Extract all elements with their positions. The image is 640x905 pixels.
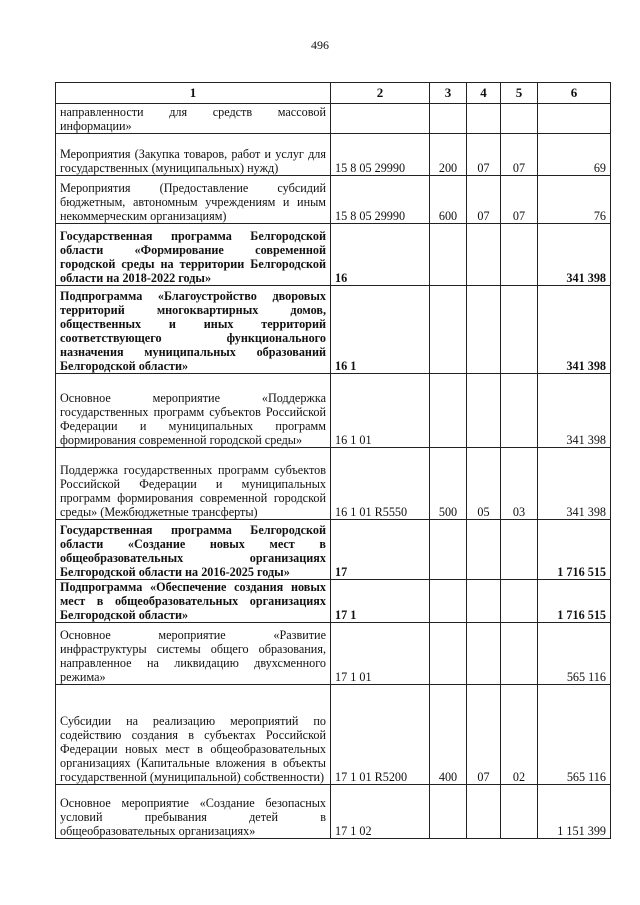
section-cell: 07 xyxy=(467,134,501,176)
section-cell: 07 xyxy=(467,685,501,785)
name-cell: Государственная программа Белгородской области «Формирование современной городской среды на территории Белгородской области на 2018-2022 годы» xyxy=(56,224,331,286)
subsection-cell: 02 xyxy=(501,685,538,785)
name-cell: Поддержка государственных программ субъектов Российской Федерации и муниципальных программ формирования современной городской среды» (Межбюджетные трансферты) xyxy=(56,448,331,520)
table-row xyxy=(56,685,611,785)
code-cell: 16 1 01 xyxy=(331,374,430,448)
subsection-cell xyxy=(501,286,538,374)
type-cell: 200 xyxy=(430,134,467,176)
section-cell xyxy=(467,580,501,623)
name-cell: Мероприятия (Предоставление субсидий бюджетным, автономным учреждениям и иным некоммерческим организациям) xyxy=(56,176,331,224)
column-header: 5 xyxy=(501,83,538,104)
code-cell: 17 1 02 xyxy=(331,785,430,839)
sum-cell: 69 xyxy=(538,134,611,176)
table-row xyxy=(56,374,611,448)
sum-cell: 76 xyxy=(538,176,611,224)
table-row xyxy=(56,448,611,520)
sum-cell: 565 116 xyxy=(538,685,611,785)
table-row xyxy=(56,176,611,224)
subsection-cell xyxy=(501,520,538,580)
type-cell xyxy=(430,286,467,374)
sum-cell: 341 398 xyxy=(538,286,611,374)
type-cell: 600 xyxy=(430,176,467,224)
subsection-cell xyxy=(501,580,538,623)
code-cell: 16 1 01 R5550 xyxy=(331,448,430,520)
subsection-cell xyxy=(501,785,538,839)
type-cell xyxy=(430,623,467,685)
code-cell xyxy=(331,104,430,134)
sum-cell: 341 398 xyxy=(538,448,611,520)
budget-table xyxy=(55,82,611,839)
table-row xyxy=(56,134,611,176)
subsection-cell xyxy=(501,374,538,448)
table-row xyxy=(56,785,611,839)
section-cell xyxy=(467,224,501,286)
table-row xyxy=(56,580,611,623)
type-cell xyxy=(430,785,467,839)
sum-cell: 1 716 515 xyxy=(538,580,611,623)
subsection-cell xyxy=(501,623,538,685)
section-cell xyxy=(467,286,501,374)
header-row xyxy=(56,83,611,104)
table-row xyxy=(56,104,611,134)
sum-cell: 1 151 399 xyxy=(538,785,611,839)
section-cell xyxy=(467,623,501,685)
name-cell: Основное мероприятие «Поддержка государственных программ субъектов Российской Федерации и муниципальных программ формирования современной городской среды» xyxy=(56,374,331,448)
code-cell: 17 1 01 R5200 xyxy=(331,685,430,785)
subsection-cell xyxy=(501,104,538,134)
subsection-cell: 07 xyxy=(501,134,538,176)
subsection-cell: 07 xyxy=(501,176,538,224)
section-cell xyxy=(467,374,501,448)
table-row xyxy=(56,623,611,685)
column-header: 3 xyxy=(430,83,467,104)
name-cell: Основное мероприятие «Создание безопасных условий пребывания детей в общеобразовательных организациях» xyxy=(56,785,331,839)
table-row xyxy=(56,286,611,374)
name-cell: направленности для средств массовой информации» xyxy=(56,104,331,134)
section-cell: 07 xyxy=(467,176,501,224)
section-cell: 05 xyxy=(467,448,501,520)
name-cell: Субсидии на реализацию мероприятий по содействию создания в субъектах Российской Федерации новых мест в общеобразовательных организациях (Капитальные вложения в объекты государственной (муниципальной) собственности) xyxy=(56,685,331,785)
code-cell: 17 1 xyxy=(331,580,430,623)
column-header: 4 xyxy=(467,83,501,104)
code-cell: 17 xyxy=(331,520,430,580)
table-row xyxy=(56,224,611,286)
name-cell: Подпрограмма «Обеспечение создания новых мест в общеобразовательных организациях Белгородской области» xyxy=(56,580,331,623)
type-cell xyxy=(430,224,467,286)
sum-cell: 341 398 xyxy=(538,374,611,448)
type-cell xyxy=(430,104,467,134)
type-cell xyxy=(430,374,467,448)
type-cell xyxy=(430,580,467,623)
sum-cell: 1 716 515 xyxy=(538,520,611,580)
subsection-cell: 03 xyxy=(501,448,538,520)
column-header: 1 xyxy=(56,83,331,104)
code-cell: 16 xyxy=(331,224,430,286)
code-cell: 16 1 xyxy=(331,286,430,374)
section-cell xyxy=(467,104,501,134)
name-cell: Государственная программа Белгородской области «Создание новых мест в общеобразовательных организациях Белгородской области на 2016-2025 годы» xyxy=(56,520,331,580)
sum-cell: 341 398 xyxy=(538,224,611,286)
name-cell: Подпрограмма «Благоустройство дворовых территорий многоквартирных домов, общественных и иных территорий соответствующего функционального назначения муниципальных образований Белгородской области» xyxy=(56,286,331,374)
subsection-cell xyxy=(501,224,538,286)
sum-cell xyxy=(538,104,611,134)
column-header: 2 xyxy=(331,83,430,104)
name-cell: Основное мероприятие «Развитие инфраструктуры системы общего образования, направленное на ликвидацию двухсменного режима» xyxy=(56,623,331,685)
code-cell: 15 8 05 29990 xyxy=(331,176,430,224)
page-number: 496 xyxy=(311,38,329,52)
type-cell: 400 xyxy=(430,685,467,785)
table-row xyxy=(56,520,611,580)
code-cell: 17 1 01 xyxy=(331,623,430,685)
type-cell: 500 xyxy=(430,448,467,520)
section-cell xyxy=(467,520,501,580)
column-header: 6 xyxy=(538,83,611,104)
code-cell: 15 8 05 29990 xyxy=(331,134,430,176)
name-cell: Мероприятия (Закупка товаров, работ и услуг для государственных (муниципальных) нужд) xyxy=(56,134,331,176)
type-cell xyxy=(430,520,467,580)
sum-cell: 565 116 xyxy=(538,623,611,685)
section-cell xyxy=(467,785,501,839)
